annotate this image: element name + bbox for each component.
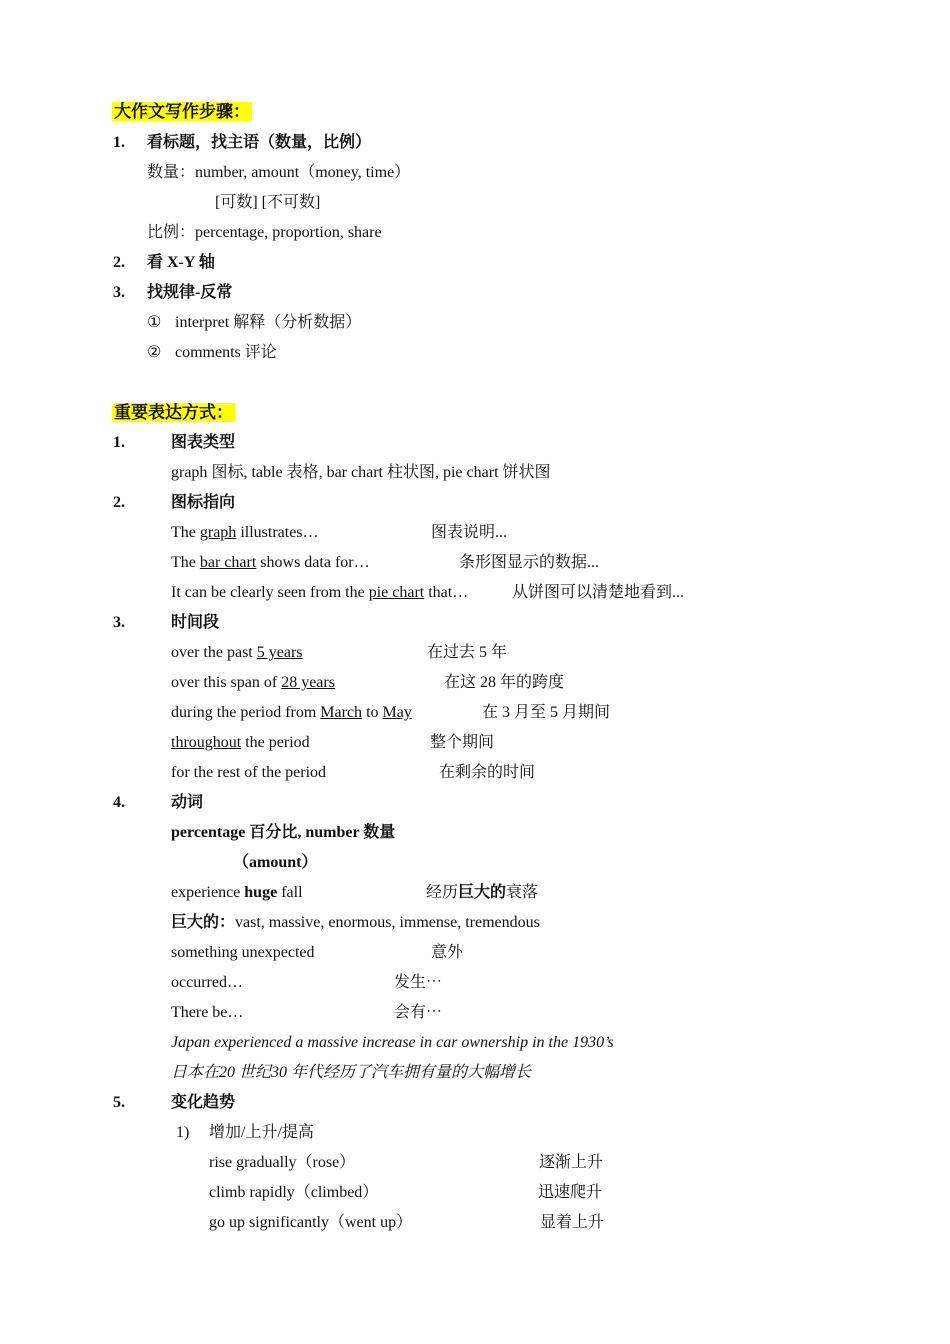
section-heading-expressions: 重要表达方式： [114,403,233,422]
trend-translation: 显着上升 [540,1214,605,1231]
circled-one-marker: ① [147,314,162,331]
chart-ref-translation: 图表说明... [431,524,508,541]
sub-item-interpret: interpret 解释（分析数据） [175,314,362,331]
item-number: 1. [113,134,125,151]
item-number: 3. [113,614,125,631]
item-number: 3. [113,284,125,301]
item-number: 4. [113,794,125,811]
verb-phrase-unexpected: something unexpected [171,944,315,961]
time-translation: 在这 28 年的跨度 [444,674,565,691]
verb-translation-occurred: 发生⋯ [394,974,443,991]
item-title-chart-types: 图表类型 [171,434,236,451]
verb-translation-unexpected: 意外 [431,944,464,961]
chart-ref-translation: 条形图显示的数据... [459,554,600,571]
example-sentence-english: Japan experienced a massive increase in car ownership in the 1930’s [171,1034,614,1051]
verb-translation-experience: 经历巨大的衰落 [426,884,539,901]
item-title-subject: 看标题，找主语（数量，比例） [147,134,372,151]
time-translation: 在剩余的时间 [439,764,536,781]
time-translation: 整个期间 [430,734,495,751]
circled-two-marker: ② [147,344,162,361]
time-translation: 在 3 月至 5 月期间 [482,704,611,721]
trend-phrase: rise gradually（rose） [209,1154,356,1171]
item-number: 2. [113,494,125,511]
trend-translation: 迅速爬升 [538,1184,603,1201]
count-note: [可数] [不可数] [215,194,321,211]
item-title-axis: 看 X-Y 轴 [147,254,215,271]
time-phrase: throughout the period [171,734,310,751]
verb-translation-there-be: 会有⋯ [394,1004,443,1021]
item-title-chart-reference: 图标指向 [171,494,236,511]
chart-ref-phrase: The graph illustrates… [171,524,319,541]
chart-types-line: graph 图标, table 表格, bar chart 柱状图, pie chart 饼状图 [171,464,551,481]
time-phrase: over the past 5 years [171,644,303,661]
amount-note: （amount） [233,854,318,871]
verb-phrase-occurred: occurred… [171,974,243,991]
chart-ref-phrase: The bar chart shows data for… [171,554,370,571]
time-phrase: during the period from March to May [171,704,412,721]
synonyms-line: 巨大的：vast, massive, enormous, immense, tremendous [171,914,540,931]
ratio-line: 比例：percentage, proportion, share [147,224,382,241]
chart-ref-phrase: It can be clearly seen from the pie chart that… [171,584,469,601]
quantity-line: 数量：number, amount（money, time） [147,164,411,181]
time-phrase: over this span of 28 years [171,674,335,691]
verb-phrase-experience: experience huge fall [171,884,303,901]
time-phrase: for the rest of the period [171,764,327,781]
example-sentence-chinese: 日本在20 世纪30 年代经历了汽车拥有量的大幅增长 [171,1064,532,1081]
time-translation: 在过去 5 年 [427,644,508,661]
verb-phrase-there-be: There be… [171,1004,244,1021]
sub-item-number: 1) [176,1124,190,1141]
item-title-verbs: 动词 [171,794,204,811]
trend-translation: 逐渐上升 [539,1154,604,1171]
item-number: 1. [113,434,125,451]
item-title-trends: 变化趋势 [171,1094,236,1111]
item-title-pattern: 找规律-反常 [147,284,233,301]
item-number: 2. [113,254,125,271]
verbs-head-line: percentage 百分比, number 数量 [171,824,396,841]
trend-phrase: climb rapidly（climbed） [209,1184,379,1201]
trend-phrase: go up significantly（went up） [209,1214,413,1231]
item-number: 5. [113,1094,125,1111]
chart-ref-translation: 从饼图可以清楚地看到... [512,584,685,601]
section-heading-writing-steps: 大作文写作步骤： [114,102,250,121]
sub-item-title-increase: 增加/上升/提高 [209,1124,314,1141]
item-title-time-period: 时间段 [171,614,220,631]
sub-item-comments: comments 评论 [175,344,277,361]
